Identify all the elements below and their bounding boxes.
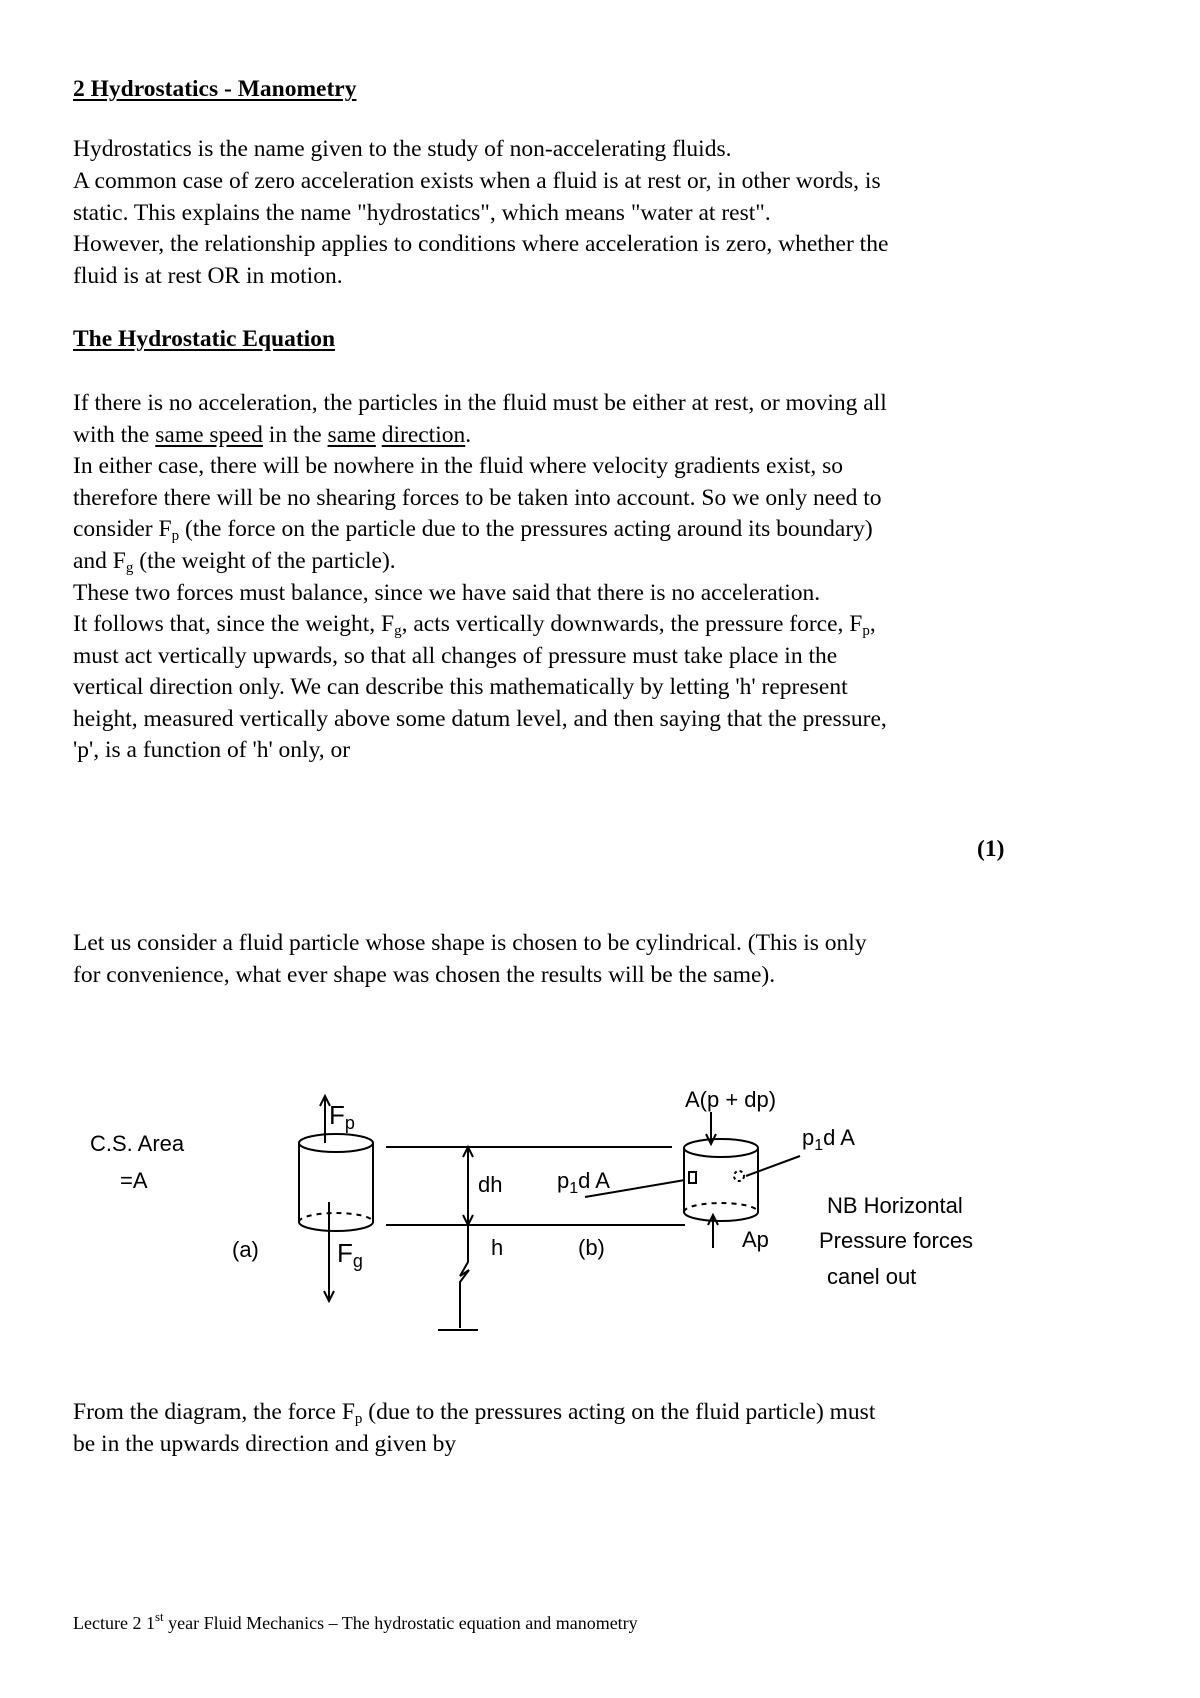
p2-line-1: If there is no acceleration, the particles in the fluid must be either at rest, or moving all <box>73 390 887 416</box>
p2-l8c: , <box>869 611 876 637</box>
p2-l8sub1: g <box>394 623 402 639</box>
p2-line-2 <box>73 420 471 452</box>
p2-l8a: It follows that, since the weight, F <box>73 611 395 637</box>
p1da-right-marker <box>734 1171 744 1181</box>
p2-line-12: 'p', is a function of 'h' only, or <box>73 737 351 763</box>
page-footer <box>73 1609 638 1634</box>
p2-l6sub: g <box>125 560 134 576</box>
p2-line-3: In either case, there will be nowhere in the fluid where velocity gradients exist, so <box>73 453 844 479</box>
p2-l2a: with the <box>73 422 156 448</box>
underline-direction: direction <box>381 422 466 448</box>
underline-same-speed: same speed <box>155 422 263 448</box>
p4-l1b: (due to the pressures acting on the fluid particle) must <box>362 1399 876 1425</box>
p4-l1a: From the diagram, the force F <box>73 1399 355 1425</box>
subheading: The Hydrostatic Equation <box>73 326 336 352</box>
intro-line-4: However, the relationship applies to conditions where acceleration is zero, whether the <box>73 231 889 257</box>
cylinder-a-bottom <box>299 1222 373 1231</box>
note-line-3: canel out <box>827 1264 917 1289</box>
p2-l6b: (the weight of the particle). <box>133 548 396 574</box>
footer-b: year Fluid Mechanics – The hydrostatic equation and manometry <box>163 1613 638 1633</box>
p2-line-9: must act vertically upwards, so that all changes of pressure must take place in the <box>73 643 838 669</box>
p1da-right-leader <box>746 1156 800 1176</box>
fp-label: Fp <box>329 1100 355 1133</box>
h-line <box>460 1225 469 1328</box>
footer-a: Lecture 2 1 <box>73 1613 155 1633</box>
intro-line-1: Hydrostatics is the name given to the study of non-accelerating fluids. <box>73 136 732 162</box>
underline-same: same <box>327 422 376 448</box>
eq-a-label: =A <box>120 1168 148 1193</box>
p2-line-11: height, measured vertically above some datum level, and then saying that the pressure, <box>73 706 887 732</box>
label-a: (a) <box>232 1237 259 1262</box>
p2-line-7: These two forces must balance, since we have said that there is no acceleration. <box>73 580 821 606</box>
cylinder-b-bottom <box>684 1212 758 1221</box>
cylinder-b-top <box>684 1139 758 1157</box>
intro-line-2: A common case of zero acceleration exists when a fluid is at rest or, in other words, is <box>73 168 881 194</box>
intro-line-5: fluid is at rest OR in motion. <box>73 263 343 289</box>
p2-l8sub2: p <box>862 623 870 639</box>
p2-l6a: and F <box>73 548 126 574</box>
p2-line-10: vertical direction only. We can describe this mathematically by letting 'h' represent <box>73 674 848 700</box>
p4-l1sub: p <box>354 1411 363 1427</box>
h-label: h <box>491 1235 504 1260</box>
p1da-left-marker <box>689 1172 696 1183</box>
p1da-left-label: $p_1d$ A <box>557 1168 610 1197</box>
cylinder-b-bottom-hidden <box>684 1203 758 1212</box>
p2-l5a: consider F <box>73 516 172 542</box>
p2-l2d: . <box>465 422 472 448</box>
section-heading: 2 Hydrostatics - Manometry <box>73 76 357 102</box>
note-line-2: Pressure forces <box>819 1228 974 1253</box>
p4-line-2: be in the upwards direction and given by <box>73 1431 457 1457</box>
cs-area-label: C.S. Area <box>90 1131 185 1156</box>
top-force-label: A(p + dp) <box>685 1087 777 1112</box>
fg-label: Fg <box>337 1238 363 1271</box>
dh-label: dh <box>478 1172 503 1197</box>
p3-line-1: Let us consider a fluid particle whose shape is chosen to be cylindrical. (This is only <box>73 930 867 956</box>
p2-l5sub: p <box>171 528 180 544</box>
p2-line-4: therefore there will be no shearing forces to be taken into account. So we only need to <box>73 485 882 511</box>
note-line-1: NB Horizontal <box>827 1193 963 1218</box>
p2-l8b: , acts vertically downwards, the pressure force, F <box>401 611 863 637</box>
bottom-force-label: Ap <box>742 1227 769 1252</box>
footer-sup: st <box>154 1609 164 1624</box>
label-b: (b) <box>578 1235 605 1260</box>
p3-line-2: for convenience, what ever shape was chosen the results will be the same). <box>73 962 776 988</box>
p2-l2b: in the <box>262 422 328 448</box>
cylinder-diagram <box>0 1070 1200 1340</box>
cylinder-a-top <box>299 1134 373 1152</box>
intro-line-3: static. This explains the name "hydrostatics", which means "water at rest". <box>73 200 771 226</box>
p1da-right-label: $p_1d$ A <box>802 1125 855 1154</box>
equation-number: (1) <box>977 836 1005 862</box>
p2-l5b: (the force on the particle due to the pressures acting around its boundary) <box>179 516 873 542</box>
cylinder-a-bottom-hidden <box>299 1213 373 1222</box>
